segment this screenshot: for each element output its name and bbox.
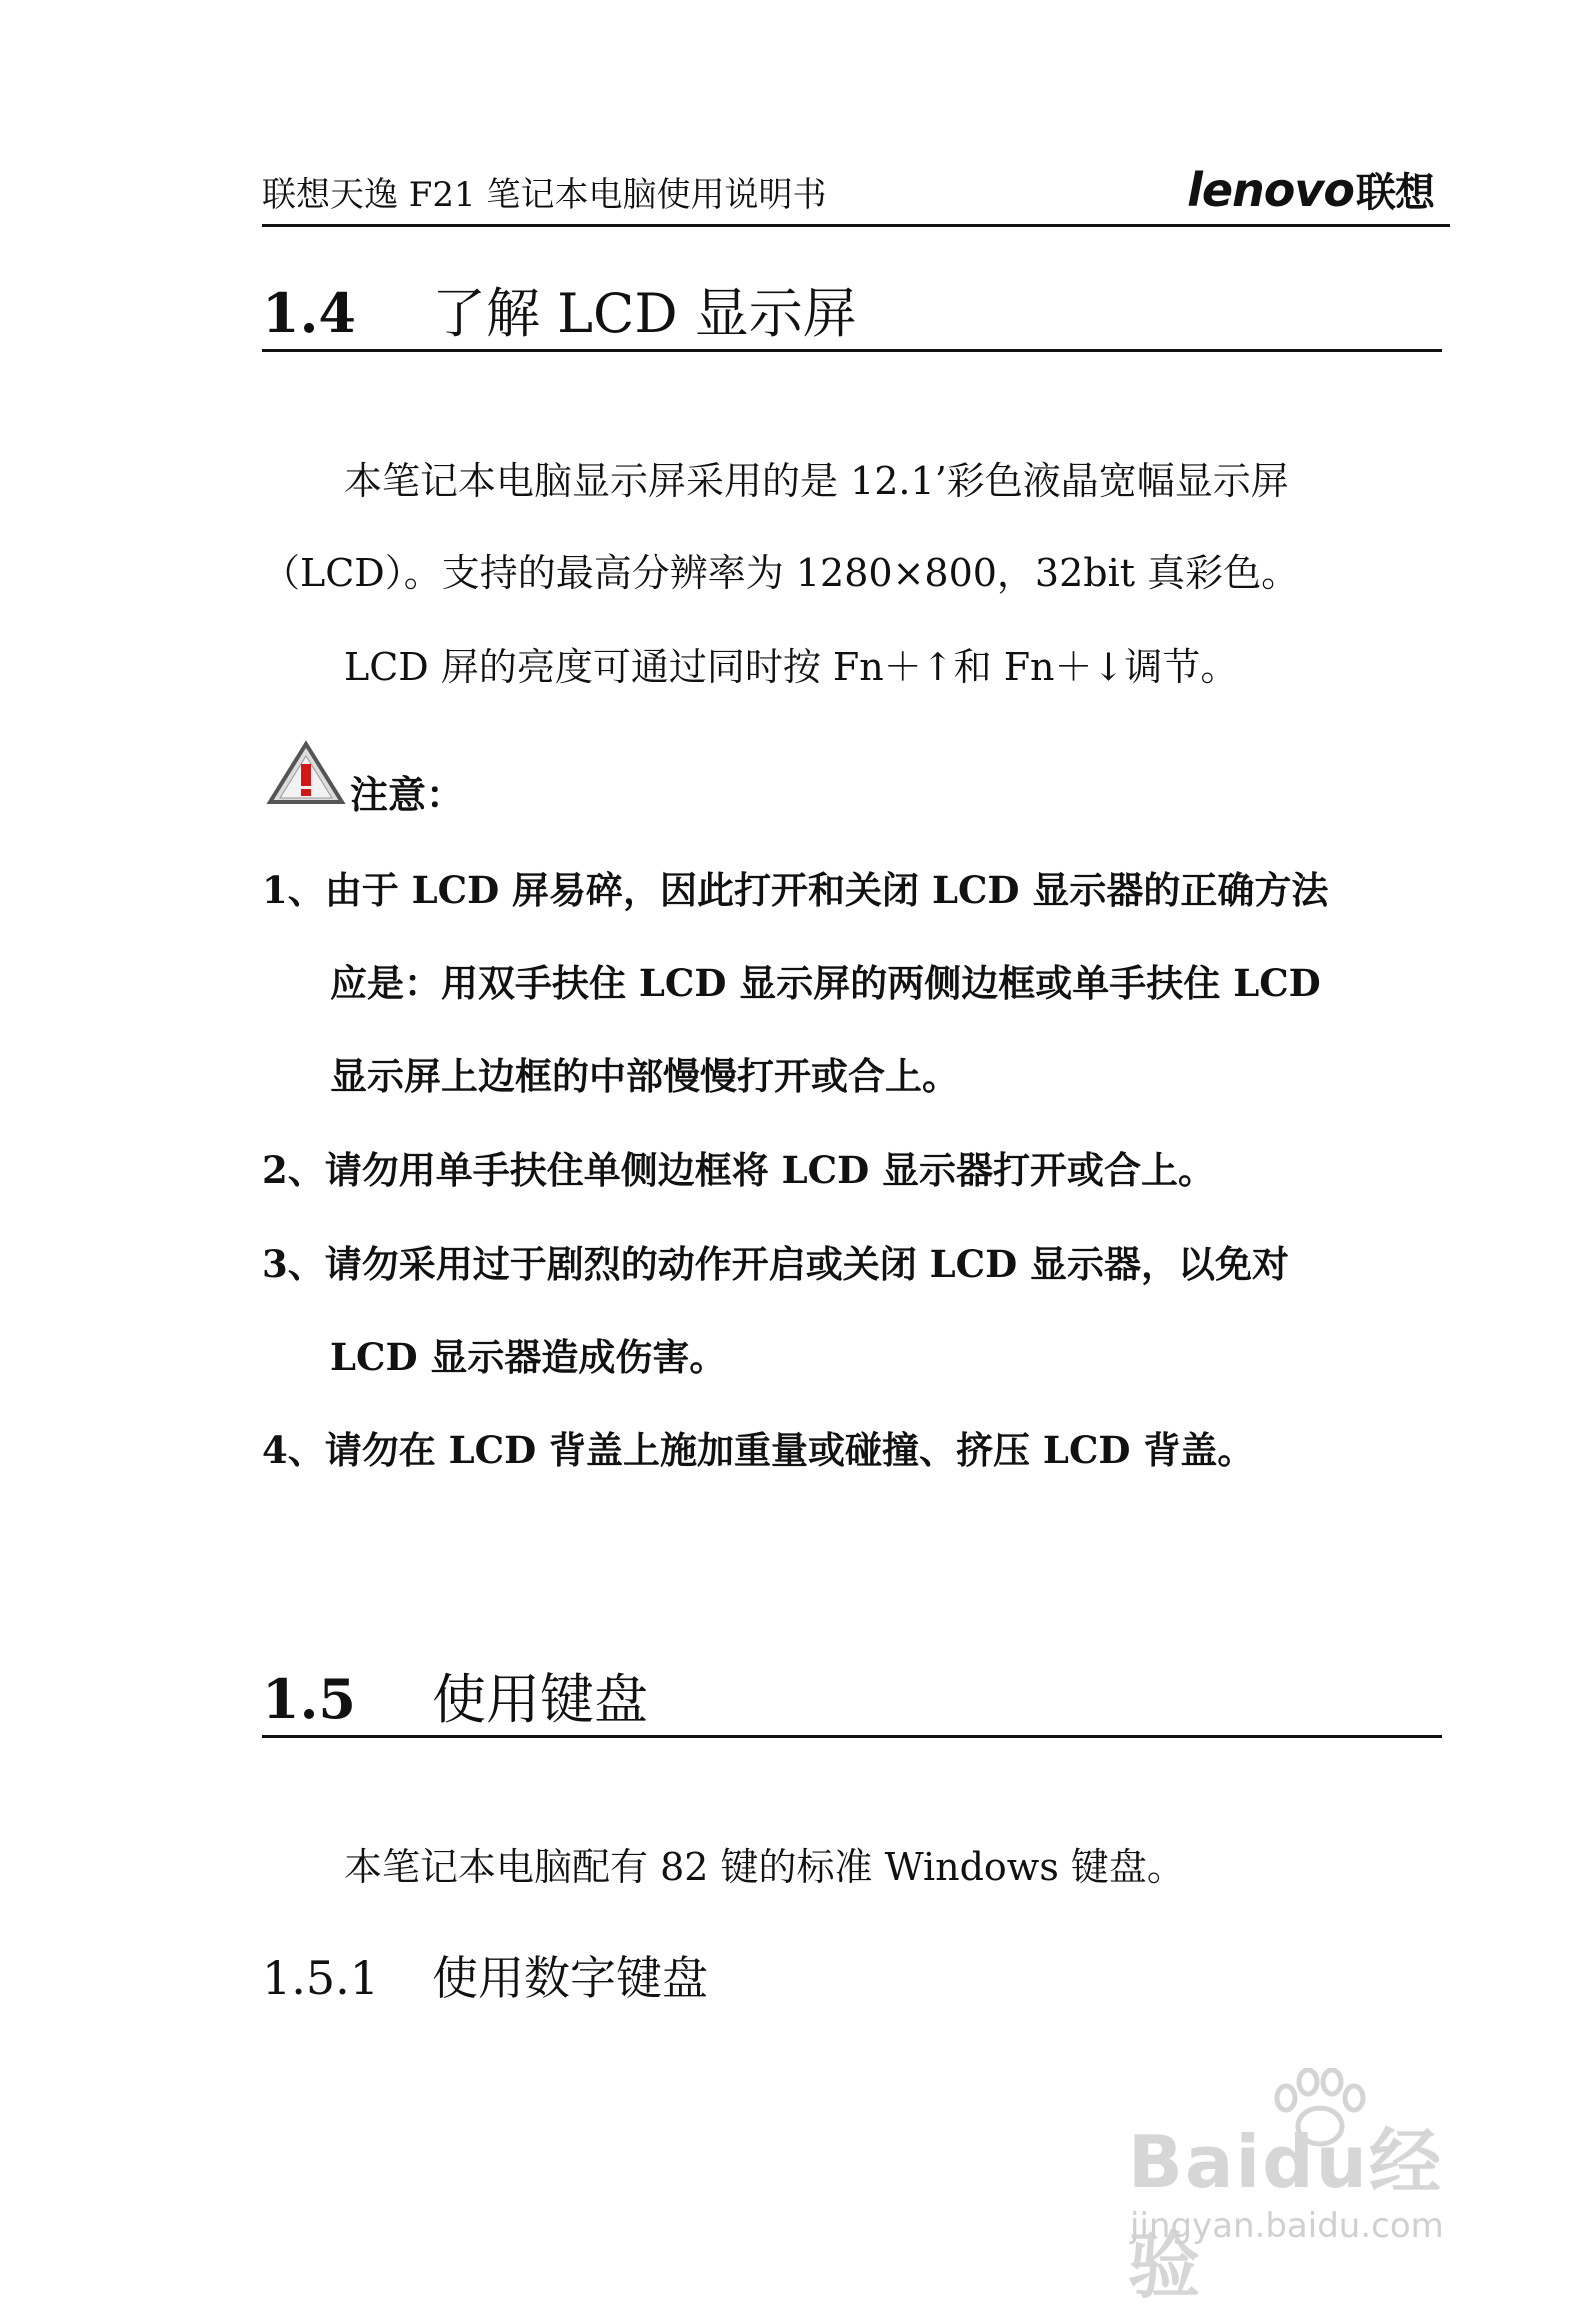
note-item — [262, 860, 1328, 1139]
watermark-brand: Baidu经验 — [1128, 2120, 1443, 2308]
subsection-title: 使用数字键盘 — [432, 1951, 708, 2005]
note-line: LCD 显示器造成伤害。 — [330, 1335, 727, 1379]
lenovo-logo — [1187, 161, 1434, 218]
paragraph-line: 本笔记本电脑显示屏采用的是 12.1’彩色液晶宽幅显示屏 — [344, 459, 1289, 503]
note-line: 应是：用双手扶住 LCD 显示屏的两侧边框或单手扶住 LCD — [330, 961, 1321, 1005]
section-heading-1-5 — [262, 1667, 1442, 1738]
note-text: 注意： — [350, 773, 465, 817]
note-item — [262, 1420, 1254, 1513]
subsection-heading — [262, 1942, 708, 2008]
note-line: 显示屏上边框的中部慢慢打开或合上。 — [330, 1054, 959, 1098]
note-line: 2、请勿用单手扶住单侧边框将 LCD 显示器打开或合上。 — [262, 1148, 1216, 1192]
note-item — [262, 1234, 1289, 1420]
section-number: 1.4 — [262, 281, 356, 345]
note-item — [262, 1140, 1215, 1233]
subsection-number: 1.5.1 — [262, 1951, 380, 2005]
watermark-url: jingyan.baidu.com — [1130, 2206, 1444, 2246]
section-title: 使用键盘 — [432, 1668, 648, 1731]
note-line: 4、请勿在 LCD 背盖上施加重量或碰撞、挤压 LCD 背盖。 — [262, 1428, 1255, 1472]
paragraph-line: （LCD）。支持的最高分辨率为 1280×800，32bit 真彩色。 — [262, 551, 1300, 595]
section-heading-1-4 — [262, 281, 1442, 352]
logo-cn-text: 联想 — [1356, 170, 1434, 216]
section-number: 1.5 — [262, 1667, 356, 1731]
paragraph-line: LCD 屏的亮度可通过同时按 Fn＋↑和 Fn＋↓调节。 — [344, 645, 1239, 689]
page-header — [262, 163, 1450, 227]
logo-text: lenovo — [1187, 163, 1354, 217]
baidu-watermark — [1118, 2068, 1498, 2308]
header-title: 联想天逸 F21 笔记本电脑使用说明书 — [262, 175, 827, 215]
note-line: 3、请勿采用过于剧烈的动作开启或关闭 LCD 显示器，以免对 — [262, 1242, 1290, 1286]
section-title: 了解 LCD 显示屏 — [432, 282, 857, 345]
note-line: 1、由于 LCD 屏易碎，因此打开和关闭 LCD 显示器的正确方法 — [262, 868, 1329, 912]
paragraph-line: 本笔记本电脑配有 82 键的标准 Windows 键盘。 — [344, 1845, 1185, 1889]
warning-icon — [266, 740, 346, 806]
